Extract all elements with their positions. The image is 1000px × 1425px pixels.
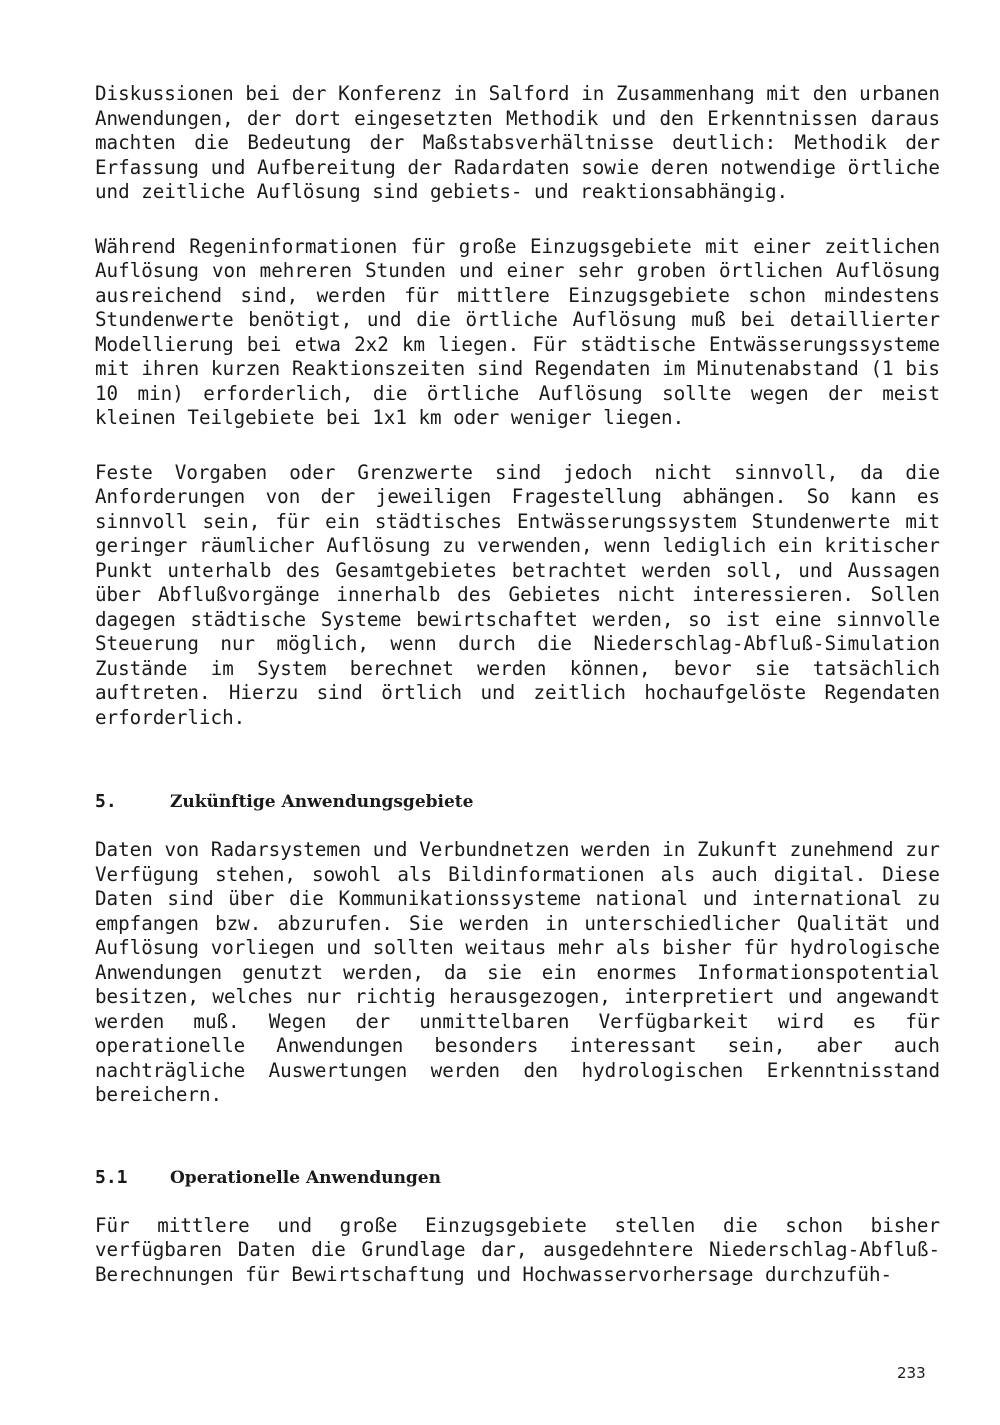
section-title: Operationelle Anwendungen xyxy=(170,1167,441,1188)
paragraph-salford-discussion: Diskussionen bei der Konferenz in Salford in Zusammenhang mit den urbanen Anwendungen, der dort eingesetzten Methodik und den Erkenntnissen daraus machten die Bedeutung der Maßstabsverhältnisse deutlich: Methodik der Erfassung und Aufbereitung der Radardaten sowie deren notwendige örtliche und zeitliche Auflösung sind gebiets- und reaktionsabhängig. xyxy=(95,82,940,203)
page-number: 233 xyxy=(897,1364,926,1382)
section-number: 5. xyxy=(95,791,117,812)
paragraph-fixed-thresholds: Feste Vorgaben oder Grenzwerte sind jedoch nicht sinnvoll, da die Anforderungen von der jeweiligen Fragestellung abhängen. So kann es sinnvoll sein, für ein städtisches Entwässerungssystem Stundenwerte mit geringer räumlicher Auflösung zu verwenden, wenn lediglich ein kritischer Punkt unterhalb des Gesamtgebietes betrachtet werden soll, und Aussagen über Abflußvorgänge innerhalb des Gebietes nicht interessieren. Sollen dagegen städtische Systeme bewirtschaftet werden, so ist eine sinnvolle Steuerung nur möglich, wenn durch die Niederschlag-Abfluß-Simulation Zustände im System berechnet werden können, bevor sie tatsächlich auftreten. Hierzu sind örtlich und zeitlich hochaufgelöste Regendaten erforderlich. xyxy=(95,460,940,729)
paragraph-resolution-requirements: Während Regeninformationen für große Einzugsgebiete mit einer zeitlichen Auflösung von mehreren Stunden und einer sehr groben örtlichen Auflösung ausreichend sind, werden für mittlere Einzugsgebiete schon mindestens Stundenwerte benötigt, und die örtliche Auflösung muß bei detaillierter Modellierung bei etwa 2x2 km liegen. Für städtische Entwässerungssysteme mit ihren kurzen Reaktionszeiten sind Regendaten im Minutenabstand (1 bis 10 min) erforderlich, die örtliche Auflösung sollte wegen der meist kleinen Teilgebiete bei 1x1 km oder weniger liegen. xyxy=(95,234,940,429)
section-heading-5 xyxy=(95,790,940,814)
paragraph-future-data: Daten von Radarsystemen und Verbundnetzen werden in Zukunft zunehmend zur Verfügung stehen, sowohl als Bildinformationen als auch digital. Diese Daten sind über die Kommunikationssysteme national und international zu empfangen bzw. abzurufen. Sie werden in unterschiedlicher Qualität und Auflösung vorliegen und sollten weitaus mehr als bisher für hydrologische Anwendungen genutzt werden, da sie ein enormes Informationspotential besitzen, welches nur richtig herausgezogen, interpretiert und angewandt werden muß. Wegen der unmittelbaren Verfügbarkeit wird es für operationelle Anwendungen besonders interessant sein, aber auch nachträgliche Auswertungen werden den hydrologischen Erkenntnisstand bereichern. xyxy=(95,838,940,1106)
paragraph-operational: Für mittlere und große Einzugsgebiete stellen die schon bisher verfügbaren Daten die Grundlage dar, ausgedehntere Niederschlag-Abfluß-Berechnungen für Bewirtschaftung und Hochwasservorhersage durchzufüh- xyxy=(95,1213,940,1286)
section-heading-5-1 xyxy=(95,1166,940,1190)
section-title: Zukünftige Anwendungsgebiete xyxy=(170,792,474,812)
section-number: 5.1 xyxy=(95,1166,128,1188)
document-page xyxy=(95,82,940,1287)
